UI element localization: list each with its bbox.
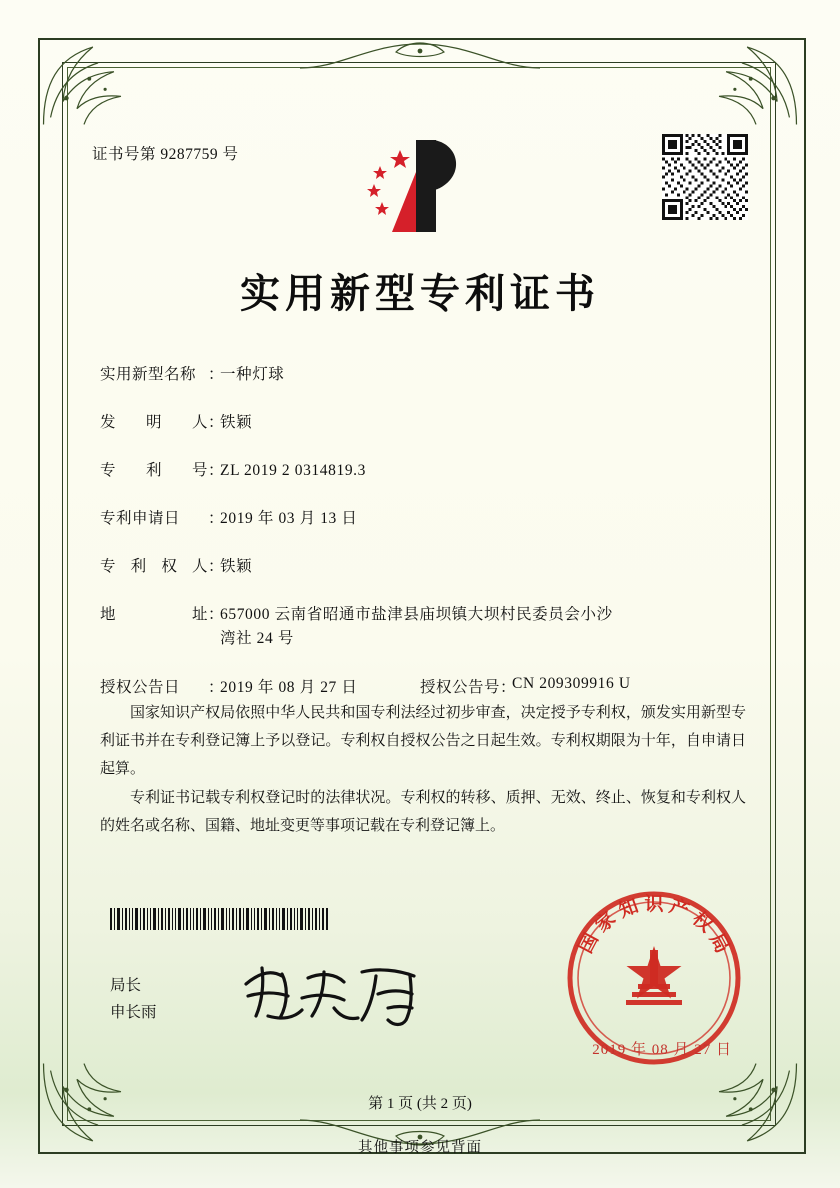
field-colon: ： (208, 510, 224, 528)
field-value: ZL 2019 2 0314819.3 (220, 462, 367, 480)
field-application-date (100, 507, 740, 531)
seal-date: 2019 年 08 月 27 日 (592, 1042, 732, 1058)
svg-text:局: 局 (705, 929, 734, 957)
handwritten-signature-icon (238, 958, 438, 1030)
patent-fields (100, 363, 740, 707)
field-label-char: 权 (161, 558, 178, 576)
field-label: 授权公告日 (100, 679, 181, 697)
field-label-char: 明 (145, 414, 162, 432)
svg-text:国: 国 (574, 929, 603, 957)
field-value: 2019 年 03 月 13 日 (220, 510, 358, 528)
page-number: 第 1 页 (共 2 页) (368, 1096, 472, 1112)
field-label: 授权公告号 (420, 679, 501, 697)
field-label-char: 人 (191, 558, 208, 576)
field-label-char: 号 (191, 462, 208, 480)
barcode-icon (110, 908, 328, 930)
field-value: CN 209309916 U (512, 675, 631, 693)
legal-paragraph-2: 专利证书记载专利权登记时的法律状况。专利权的转移、质押、无效、终止、恢复和专利权人的姓名或名称、国籍、地址变更等事项记载在专利登记簿上。 (100, 790, 746, 834)
page-title: 实用新型专利证书 (240, 270, 600, 317)
field-colon: ： (208, 606, 224, 624)
legal-paragraph-1: 国家知识产权局依照中华人民共和国专利法经过初步审查，决定授予专利权，颁发实用新型专利证书并在专利登记簿上予以登记。专利权自授权公告之日起生效。专利权期限为十年，自申请日起算。 (100, 705, 746, 777)
field-value: 一种灯球 (220, 366, 285, 383)
field-patent-number (100, 459, 740, 483)
field-inventor (100, 411, 740, 435)
field-grant-announcement (100, 675, 740, 697)
field-utility-model-name (100, 363, 740, 387)
field-colon: ： (208, 679, 224, 697)
svg-text:权: 权 (688, 907, 717, 937)
footer-note: 其他事项参见背面 (358, 1140, 482, 1156)
field-colon: ： (208, 462, 224, 480)
field-label-char: 专 (100, 558, 117, 576)
svg-text:知: 知 (615, 894, 642, 923)
field-label-char: 发 (100, 414, 117, 432)
certificate-number: 证书号第 9287759 号 (92, 146, 239, 163)
director-title: 局长 (110, 977, 142, 994)
address-line-1: 657000 云南省昭通市盐津县庙坝镇大坝村民委员会小沙 (220, 606, 613, 624)
field-label-char: 址 (191, 606, 208, 624)
edge-ornament-icon (300, 38, 540, 72)
field-label (100, 555, 208, 579)
field-label: 实用新型名称 (100, 366, 197, 383)
director-name: 申长雨 (110, 1004, 157, 1022)
svg-text:产: 产 (666, 894, 693, 923)
svg-text:家: 家 (591, 907, 620, 937)
signature-block (110, 972, 157, 1026)
legal-text (100, 700, 746, 843)
field-label: 专利申请日 (100, 510, 181, 528)
field-label (100, 603, 208, 627)
field-address (100, 603, 740, 651)
field-label-char: 利 (130, 558, 147, 576)
field-value: 铁颖 (220, 558, 253, 576)
field-label-char: 专 (100, 462, 117, 480)
field-value (220, 603, 740, 651)
address-line-2: 湾社 24 号 (220, 630, 294, 648)
field-patentee (100, 555, 740, 579)
corner-ornament-icon (712, 40, 800, 128)
field-label-char: 地 (100, 606, 117, 624)
field-value: 2019 年 08 月 27 日 (220, 679, 358, 697)
field-label (100, 411, 208, 435)
field-label (100, 459, 208, 483)
field-value: 铁颖 (220, 414, 253, 432)
qr-code-icon (662, 134, 748, 220)
field-colon: ： (208, 558, 224, 576)
svg-text:识: 识 (644, 893, 664, 915)
cnipa-logo-icon (358, 132, 468, 240)
corner-ornament-icon (40, 40, 128, 128)
field-colon: ： (208, 366, 224, 383)
field-colon: ： (208, 414, 224, 432)
field-label-char: 利 (145, 462, 162, 480)
field-colon: ： (500, 679, 516, 697)
field-label-char: 人 (191, 414, 208, 432)
